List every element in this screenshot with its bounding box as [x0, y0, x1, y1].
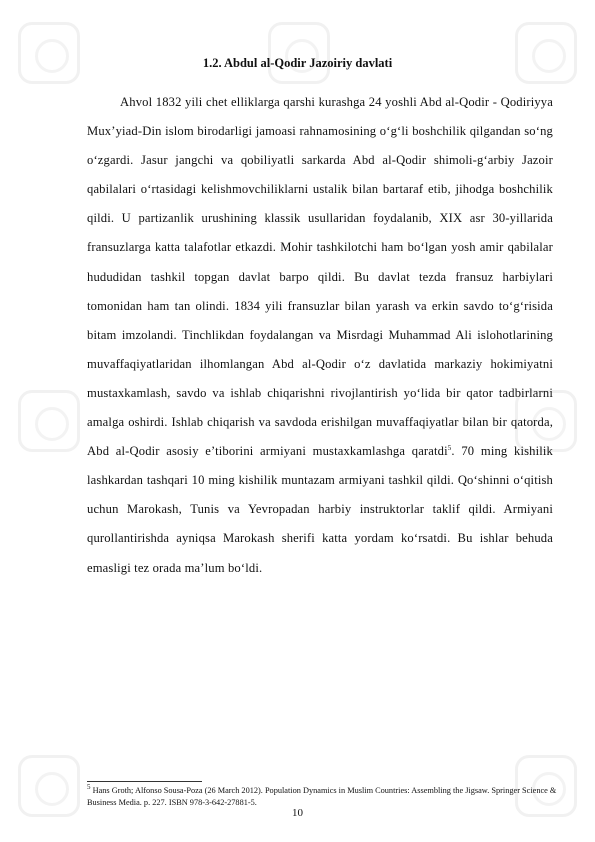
watermark-shape: [268, 22, 330, 84]
footnote-text: Hans Groth; Alfonso Sousa-Poza (26 March 2012). Population Dynamics in Muslim Countries: Assembling the Jigsaw. Springer Science & Business Media. p. 227. ISBN 978-3-642-27881-5.: [87, 786, 557, 807]
section-heading: 1.2. Abdul al-Qodir Jazoiriy davlati: [202, 56, 393, 70]
footnote-reference[interactable]: 5: [447, 443, 452, 452]
page-number: 10: [292, 807, 303, 819]
footnote-number: 5: [87, 783, 91, 792]
body-text: [87, 88, 553, 583]
footnote: [87, 785, 557, 808]
watermark-shape: [18, 22, 80, 84]
paragraph-text-tail: . 70 ming kishilik lashkardan tashqari 10 ming kishilik muntazam armiyani tashkil qildi. Qo‘shinni o‘qitish uchun Marokash, Tunis va Yevropadan harbiy instruktorlar taklif qildi. Armiyani qurollantirishda ayniqsa Marokash sherifi katta yordam ko‘rsatdi. Bu ishlar behuda emasligi tez orada ma’lum bo‘ldi.: [87, 444, 553, 575]
watermark-shape: [18, 390, 80, 452]
paragraph: [87, 88, 553, 583]
watermark-shape: [515, 22, 577, 84]
paragraph-text: Ahvol 1832 yili chet elliklarga qarshi kurashga 24 yoshli Abd al-Qodir - Qodiriyya Mux’yiad-Din islom birodarligi jamoasi rahnamosining o‘g‘li boshchilik qilgandan so‘ng o‘zgardi. Jasur jangchi va qobiliyatli sarkarda Abd al-Qodir shimoli-g‘arbiy Jazoir qabilalari o‘rtasidagi kelishmovchiliklarni ustalik bilan bartaraf etib, jihodga boshchilik qildi. U partizanlik urushining klassik usullaridan foydalanib, XIX asr 30-yillarida fransuzlarga katta talafotlar etkazdi. Mohir tashkilotchi ham bo‘lgan yosh amir qabilalar hududidan tashkil topgan davlat barpo qildi. Bu davlat tezda fransuz harbiylari tomonidan ham tan olindi. 1834 yili fransuzlar bilan yarash va erkin savdo to‘g‘risida bitam imzolandi. Tinchlikdan foydalangan va Misrdagi Muhammad Ali islohotlarining muvaffaqiyatlaridan ilhomlangan Abd al-Qodir o‘z davlatida markaziy hokimiyatni mustaxkamlash, savdo va ishlab chiqarishni rivojlantirish yo‘lida bir qator tadbirlarni amalga oshirdi. Ishlab chiqarish va savdoda erishilgan muvaffaqiyatlar bilan bir qatorda, Abd al-Qodir asosiy e’tiborini armiyani mustaxkamlashga qaratdi: [87, 95, 553, 459]
footnote-divider: [87, 781, 202, 782]
